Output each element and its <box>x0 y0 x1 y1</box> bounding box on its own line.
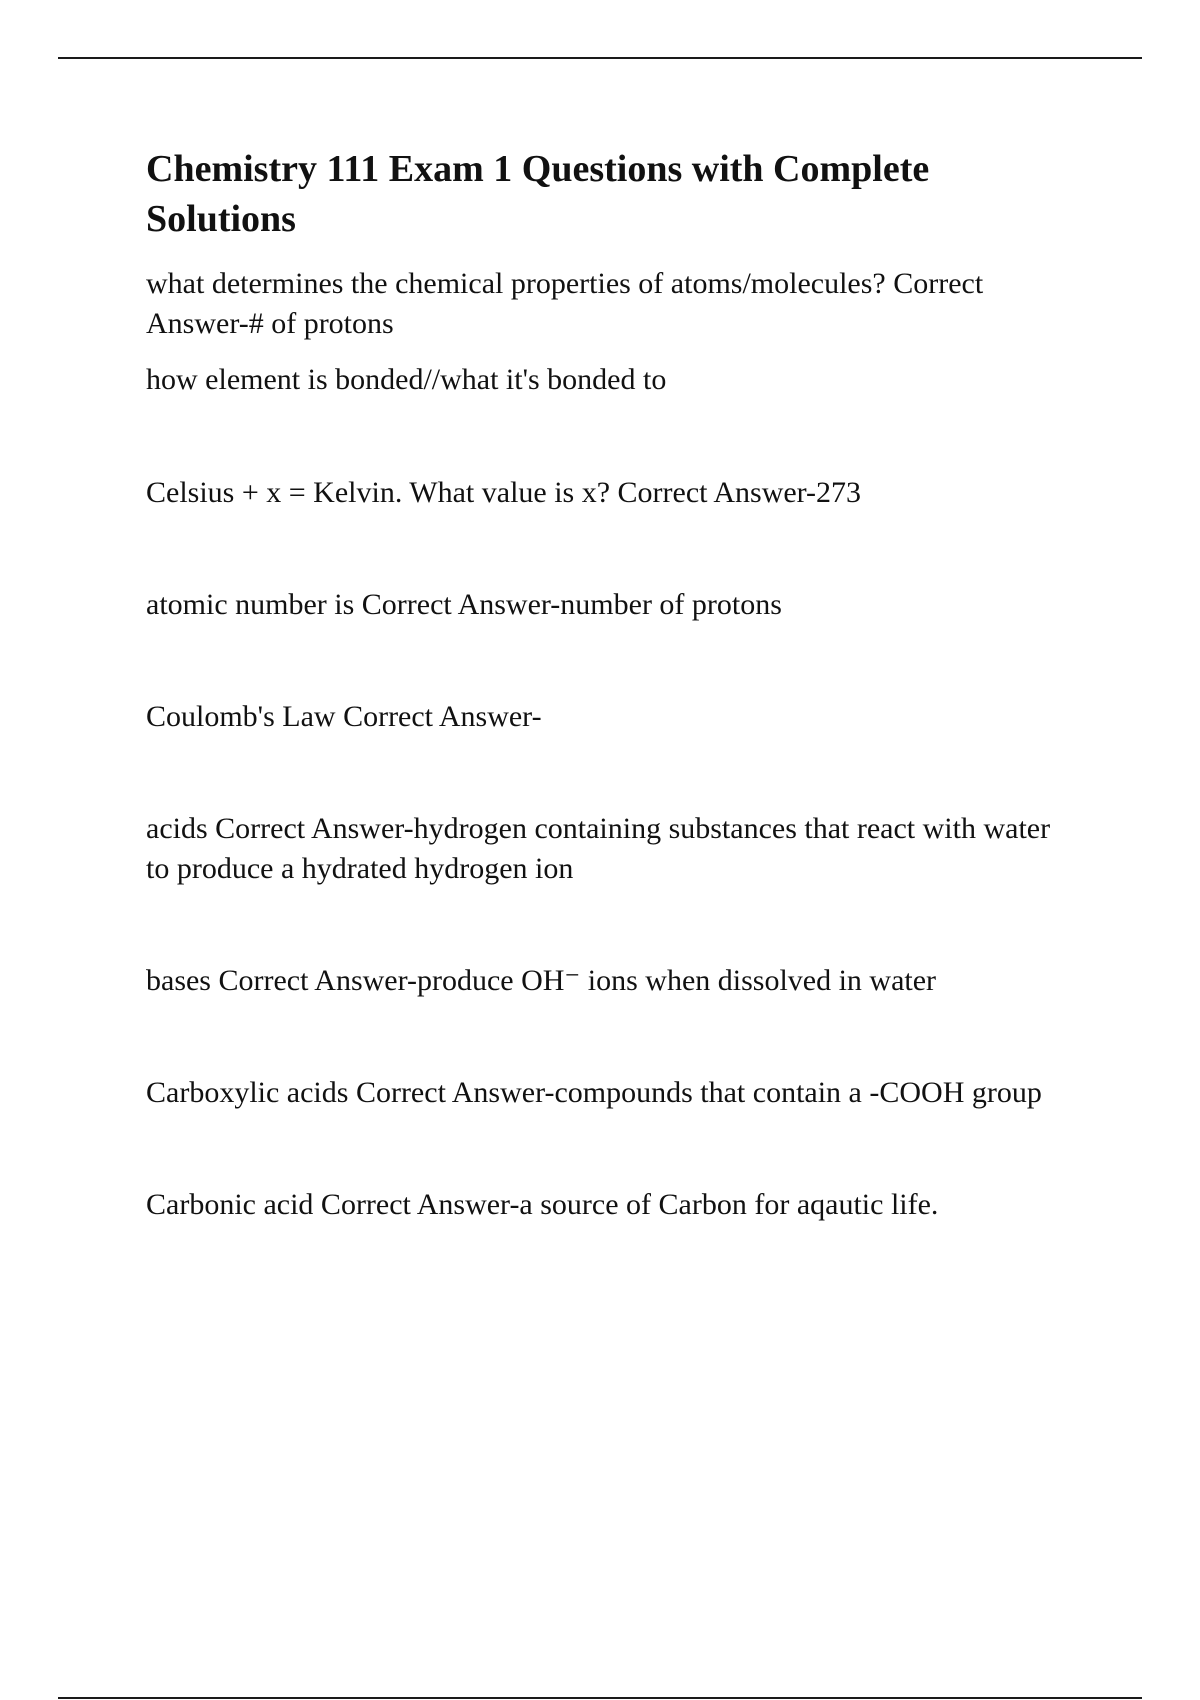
qa-entry-kelvin: Celsius + x = Kelvin. What value is x? Correct Answer-273 <box>146 476 862 509</box>
qa-entry-acids: acids Correct Answer-hydrogen containing substances that react with water to produce a hydrated hydrogen ion <box>146 812 1051 885</box>
qa-entry-protons: what determines the chemical properties of atoms/molecules? Correct Answer-# of protons <box>146 267 984 340</box>
header-rule <box>58 57 1142 59</box>
qa-entry-carbonic-acid: Carbonic acid Correct Answer-a source of Carbon for aqautic life. <box>146 1188 939 1221</box>
qa-entry-bonding: how element is bonded//what it's bonded to <box>146 363 667 396</box>
qa-entry-coulombs-law: Coulomb's Law Correct Answer- <box>146 700 542 733</box>
qa-entry-bases: bases Correct Answer-produce OH⁻ ions when dissolved in water <box>146 964 937 997</box>
document-body <box>146 144 1066 1225</box>
qa-entry-atomic-number: atomic number is Correct Answer-number of protons <box>146 588 782 621</box>
qa-entry-carboxylic-acids: Carboxylic acids Correct Answer-compounds that contain a -COOH group <box>146 1076 1042 1109</box>
document-title: Chemistry 111 Exam 1 Questions with Complete Solutions <box>146 148 930 240</box>
footer-rule <box>58 1697 1142 1699</box>
